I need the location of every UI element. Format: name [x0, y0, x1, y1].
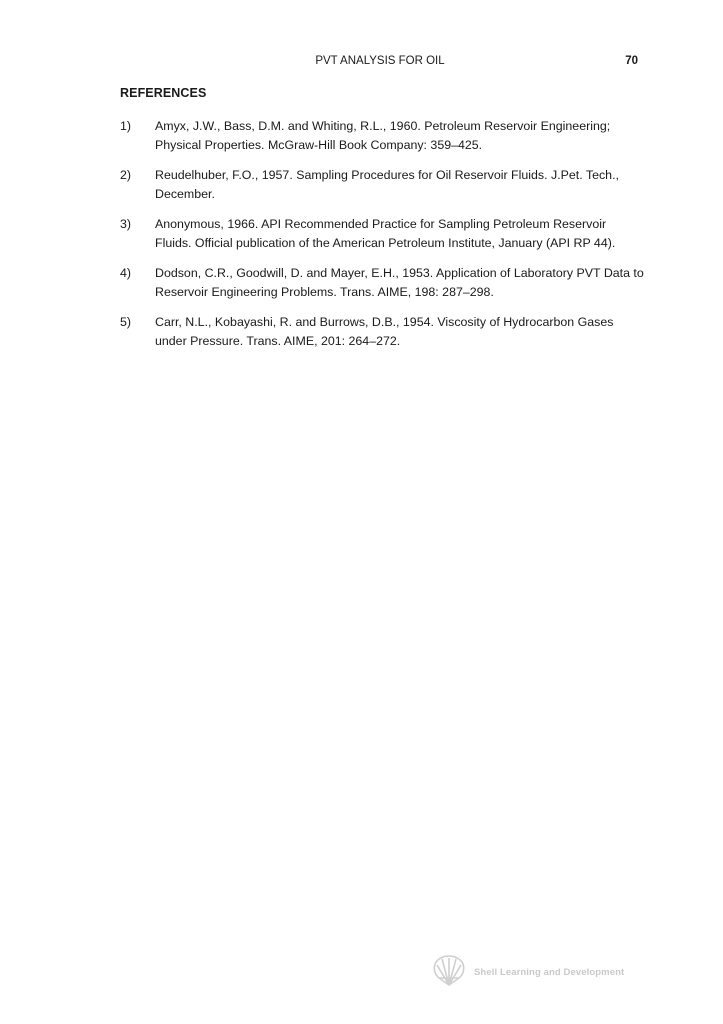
reference-text: Amyx, J.W., Bass, D.M. and Whiting, R.L., 1960. Petroleum Reservoir Engineering; Physical Properties. McGraw-Hill Book Company: 359–425. — [155, 119, 611, 152]
reference-text: Anonymous, 1966. API Recommended Practice for Sampling Petroleum Reservoir Fluids. Official publication of the American Petroleum Institute, January (API RP 44). — [155, 217, 616, 250]
reference-number: 5) — [120, 315, 132, 329]
reference-text: Reudelhuber, F.O., 1957. Sampling Procedures for Oil Reservoir Fluids. J.Pet. Tech., December. — [155, 168, 619, 201]
reference-text: Carr, N.L., Kobayashi, R. and Burrows, D.B., 1954. Viscosity of Hydrocarbon Gases under Pressure. Trans. AIME, 201: 264–272. — [155, 315, 614, 348]
page-number: 70 — [625, 55, 638, 67]
footer-brand-text: Shell Learning and Development — [474, 967, 625, 978]
reference-item — [120, 313, 645, 351]
reference-text: Dodson, C.R., Goodwill, D. and Mayer, E.H., 1953. Application of Laboratory PVT Data to Reservoir Engineering Problems. Trans. AIME, 198: 287–298. — [155, 266, 644, 299]
reference-item — [120, 215, 645, 253]
section-heading: REFERENCES — [120, 86, 207, 100]
reference-item — [120, 117, 645, 155]
reference-number: 1) — [120, 119, 132, 133]
shell-logo-icon — [431, 954, 467, 988]
reference-item — [120, 166, 645, 204]
reference-number: 4) — [120, 266, 132, 280]
reference-number: 3) — [120, 217, 132, 231]
page-header — [120, 55, 640, 71]
reference-number: 2) — [120, 168, 132, 182]
running-title: PVT ANALYSIS FOR OIL — [315, 55, 445, 67]
reference-list — [120, 117, 645, 362]
reference-item — [120, 264, 645, 302]
